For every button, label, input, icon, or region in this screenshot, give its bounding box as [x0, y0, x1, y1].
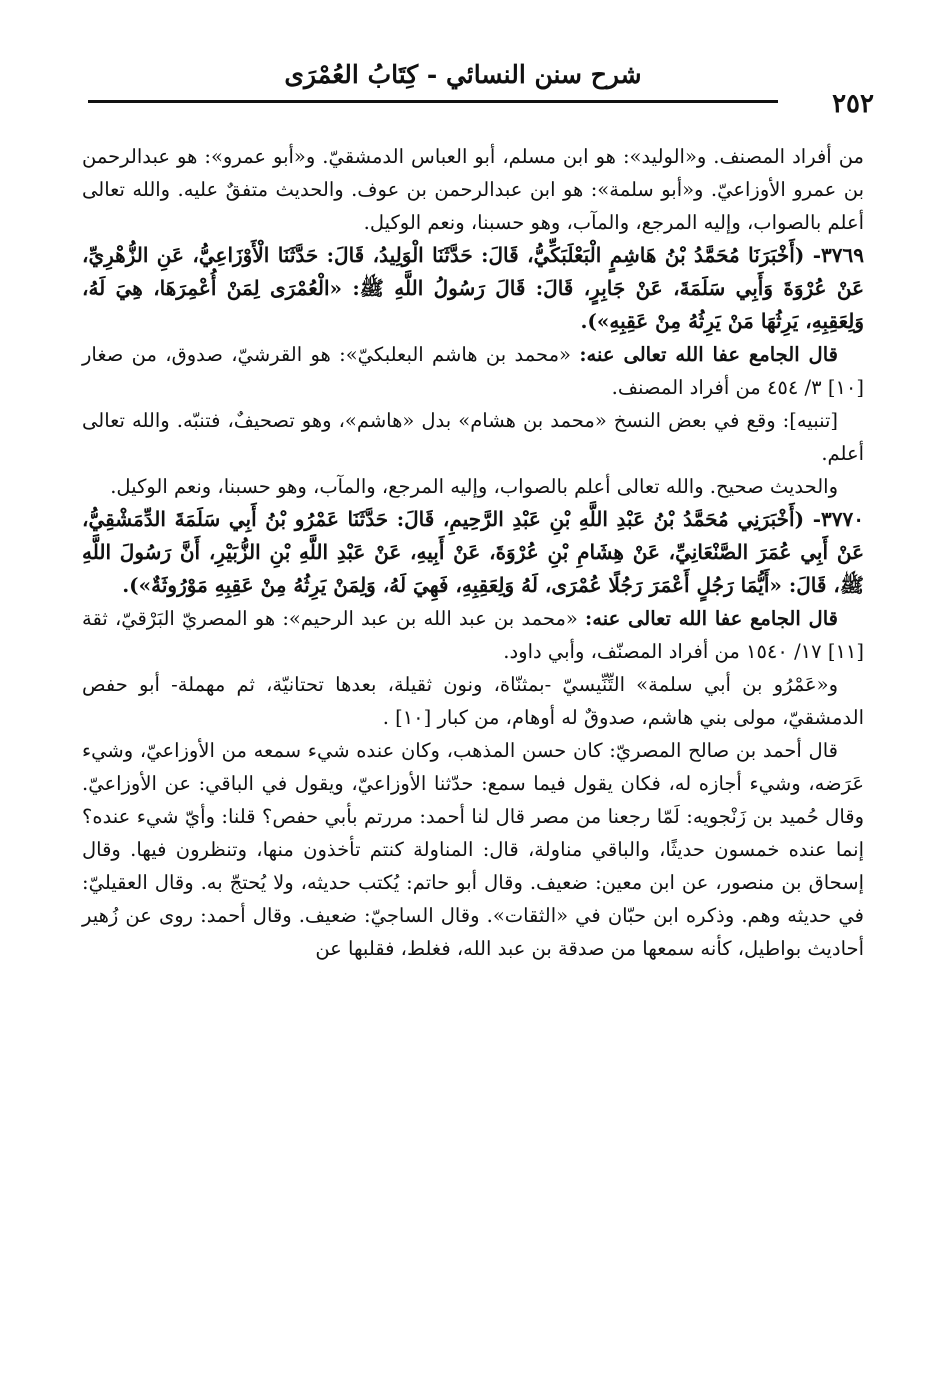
hadith-number: ٣٧٧٠- — [812, 507, 864, 531]
ruling-text: والحديث صحيح. والله تعالى أعلم بالصواب، وإليه المرجع، والمآب، وهو حسبنا، ونعم الوكيل. — [110, 475, 838, 498]
critics-text: قال أحمد بن صالح المصريّ: كان حسن المذهب، وكان عنده شيء سمعه من الأوزاعيّ، وشيء عَرَضه، وشيء أجازه له، فكان يقول فيما سمع: حدّثنا الأوزاعيّ، ويقول في الباقي: عن الأوزاعيّ. وقال حُميد بن زَنْجويه: لَمّا رجعنا من مصر قال لنا أحمد: مررتم بأبي حفص؟ قلنا: وأيّ شيء عنده؟ إنما عنده خمسون حديثًا، والباقي مناولة، قال: المناولة كنتم تأخذون منها، وتنظرون فيها. وقال إسحاق بن منصور، عن ابن معين: ضعيف. وقال أبو حاتم: يُكتب حديثه، ولا يُحتجّ به. وقال العقيليّ: في حديثه وهم. وذكره ابن حبّان في «الثقات». وقال الساجيّ: ضعيف. وقال أحمد: روى عن زُهير أحاديث بواطيل، كأنه سمعها من صدقة بن عبد الله، فغلط، فقلبها عن — [82, 739, 864, 960]
note-paragraph — [82, 404, 864, 470]
narrator-text: و«عَمْرُو بن أبي سلمة» التِّنِّيسيّ -بمثنّاة، ونون ثقيلة، بعدها تحتانيّة، ثم مهملة- أبو حفص الدمشقيّ، مولى بني هاشم، صدوقٌ له أوهام، من كبار [١٠] . — [82, 673, 864, 729]
page-number: ٢٥٢ — [778, 86, 878, 122]
hadith-text: (أَخْبَرَنِي مُحَمَّدُ بْنُ عَبْدِ اللَّهِ بْنِ عَبْدِ الرَّحِيمِ، قَالَ: حَدَّثَنَا عَمْرُو بْنُ أَبِي سَلَمَةَ الدِّمَشْقِيُّ، عَنْ أَبِي عُمَرَ الصَّنْعَانِيِّ، عَنْ هِشَامِ بْنِ عُرْوَةَ، عَنْ أَبِيهِ، عَنْ عَبْدِ اللَّهِ بْنِ الزُّبَيْرِ، أَنَّ رَسُولَ اللَّهِ ﷺ، قَالَ: «أَيُّمَا رَجُلٍ أَعْمَرَ رَجُلًا عُمْرَى، لَهُ وَلِعَقِبِهِ، فَهِيَ لَهُ، وَلِمَنْ يَرِثُهُ مِنْ عَقِبِهِ مَوْرُوثَةٌ»). — [82, 507, 864, 597]
ruling-paragraph — [82, 470, 864, 503]
commentary-text: «محمد بن عبد الله بن عبد الرحيم»: هو المصريّ البَرْقيّ، ثقة [١١] ١٧/ ١٥٤٠ من أفراد المصنّف، وأبي داود. — [82, 607, 864, 663]
header-rule — [88, 100, 826, 103]
commentary-3770 — [82, 602, 864, 668]
paragraph-text: من أفراد المصنف. و«الوليد»: هو ابن مسلم، أبو العباس الدمشقيّ. و«أبو عمرو»: هو عبدالرحمن بن عمرو الأوزاعيّ. و«أبو سلمة»: هو ابن عبدالرحمن بن عوف. والحديث متفقٌ عليه. والله تعالى أعلم بالصواب، وإليه المرجع، والمآب، وهو حسبنا، ونعم الوكيل. — [82, 145, 864, 234]
hadith-3769 — [82, 239, 864, 338]
hadith-3770 — [82, 503, 864, 602]
narrator-paragraph — [82, 668, 864, 734]
commentary-3769 — [82, 338, 864, 404]
critics-paragraph — [82, 734, 864, 965]
running-header-title: شرح سنن النسائي - كِتَابُ العُمْرَى — [284, 60, 642, 89]
hadith-text: (أَخْبَرَنَا مُحَمَّدُ بْنُ هَاشِمٍ الْبَعْلَبَكِّيُّ، قَالَ: حَدَّثَنَا الْوَلِيدُ، قَالَ: حَدَّثَنَا الْأَوْزَاعِيُّ، عَنِ الزُّهْرِيِّ، عَنْ عُرْوَةَ وَأَبِي سَلَمَةَ، عَنْ جَابِرٍ، قَالَ: قَالَ رَسُولُ اللَّهِ ﷺ: «الْعُمْرَى لِمَنْ أُعْمِرَهَا، هِيَ لَهُ، وَلِعَقِبِهِ، يَرِثُهَا مَنْ يَرِثُهُ مِنْ عَقِبِهِ»). — [82, 243, 864, 333]
note-text: [تنبيه]: وقع في بعض النسخ «محمد بن هشام» بدل «هاشم»، وهو تصحيفٌ، فتنبّه. والله تعالى أعلم. — [82, 409, 864, 465]
commentary-lead: قال الجامع عفا الله تعالى عنه: — [585, 607, 838, 630]
paragraph-narrators-end — [82, 140, 864, 239]
commentary-text: «محمد بن هاشم البعلبكيّ»: هو القرشيّ، صدوق، من صغار [١٠] ٣/ ٤٥٤ من أفراد المصنف. — [82, 343, 864, 399]
commentary-lead: قال الجامع عفا الله تعالى عنه: — [579, 343, 838, 366]
page-body — [82, 140, 864, 965]
hadith-number: ٣٧٦٩- — [812, 243, 864, 267]
